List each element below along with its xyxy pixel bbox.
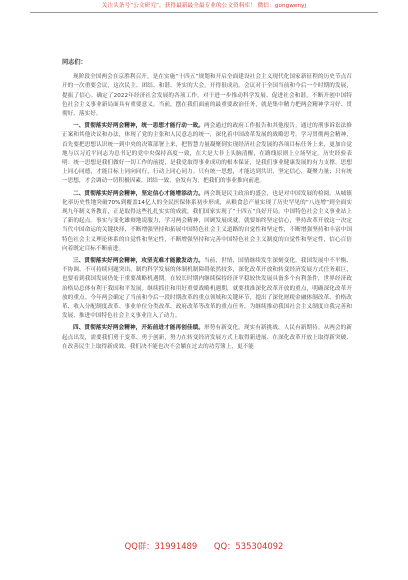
header-divider: [30, 12, 378, 13]
salutation: 同志们：: [62, 59, 87, 66]
qq-group-label: QQ群：31991489: [124, 541, 198, 551]
paragraph-text: 形势有新变化，现实有新挑战，人民有新期待。从两会的新起点出发，需要我们勇于变革、勇于创新，努力在转变经济发展方式上取得新进展、在深化改革开放上取得新突破、在改善民生上取得新成效。我们决不能也决不会躺在过去的功劳簿上，更不能: [62, 325, 352, 350]
section-heading: 四、贯彻落实好两会精神，开拓前进才能再创佳绩。: [73, 325, 204, 332]
document-body: [62, 58, 352, 355]
footer-contact: [0, 541, 408, 552]
top-banner: 关注头条号“公文研究”，获得最新最全最专业的公文资料库！ 微信：gongwenyj: [101, 3, 307, 9]
paragraph-section-1: [62, 122, 352, 186]
section-heading: 一、贯彻落实好两会精神，统一思想才能行动一致。: [73, 123, 204, 130]
paragraph-section-3: [62, 257, 352, 321]
paragraph-text: 现阶段全国两会在京胜利召开，是在实施“十四五”规划和开启全面建设社会主义现代化国家新征程的历史节点召开的一次重要会议，这次民主、团结、和谐、务实的大会，开得很成功。会议对于全国当前和今后一个时期的发展，提振了信心。确定了2022年经济社会发展的各项工作，对于进一步推动科学发展、促进社会和谐，不断开创中国特色社会主义事业新局面具有重要意义。当前，摆在我们面前的最重要政治任务，就是集中精力把两会精神学习好、贯彻好、落实好。: [62, 74, 352, 118]
paragraph-text: 两会通过的政府工作报告和其他报告，通过的刑事诉讼法修正案和其他决议和办法，体现了党的主张和人民意志的统一，深化着中国改革发展的战略思考。学习贯彻两会精神，首先要把思想认识统一到中央的决策部署上来，把智慧力量凝聚到实现经济社会发展的各项目标任务上来，更加自觉地与以习近平同志为总书记的党中央保持高度一致，在大是大非上头脑清醒，在路线原则上立场坚定。历史经验表明：统一思想是我们做好一切工作的前提，是我党取得事业成功的根本保证，是我们事业健康发展的有力支撑。思想上同心同德，才能目标上同向同行，行动上同心同力。只有统一思想，才能达到共识，坚定信心，凝聚力量；只有统一思想，才会调动一切积极因素，团结一致，奋发有为，把我们的事业推向前进。: [62, 123, 352, 185]
paragraph-text: 两会既是民主政治的盛会，也是对中国发展的检阅。从城镇化率历史性地突破70%到覆盖14亿人的全民医保体系初步形成，从粮食总产量实现了历史罕见的“八连增”到全面实现九年制义务教育，正是取得这些扎扎实实的成就，我们国家实现了“十四五”良好开局，中国特色社会主义事业站上了新的起点。事实与变化雄辩地说服力，学习两会精神，回顾发展成就，就要始终坚定信心，坚持改革开放这一决定当代中国命运的关键抉择，不断增强坚持和拓展中国特色社会主义道路的自觉性和坚定性，不断增强坚持和丰富中国特色社会主义理论体系的自觉性和坚定性，不断增强坚持和完善中国特色社会主义制度的自觉性和坚定性，信心百倍向着既定目标不断前进。: [62, 190, 352, 252]
paragraph-intro: [62, 73, 352, 119]
paragraph-section-2: [62, 190, 352, 254]
qq-number-label: QQ：535304092: [213, 541, 284, 551]
section-heading: 三、贯彻落实好两会精神，攻坚克难才能激发动力。: [73, 258, 204, 265]
paragraph-section-4: [62, 324, 352, 352]
section-heading: 二、贯彻落实好两会精神，坚定信心才能增添动力。: [73, 190, 204, 197]
paragraph-text: 当前，世情、国情继续发生深刻变化。我国发展中不平衡、不协调、不可持续问题突出，制约科学发展的体制机制障碍依然较多，深化改革开放和转变经济发展方式任务艰巨，也要看到我国发展仍处于重要战略机遇期。在较长时期内继续保持经济平稳较快发展具备多个有利条件，世界经济政治格局总体有利于我国和平发展。继续抓住和用好重要战略机遇期，就要找准深化改革开放的重点，明确深化改革开放的重点。今年两会确定了当前和今后一段时期改革的重点领域和关键环节，提出了深化财税金融体制改革、价格改革、收入分配制度改革、事业单位分类改革、政府改革等改革的重点任务，为继续推动我国社会主义制度自我完善和发展、推进中国特色社会主义事业注入了动力。: [62, 258, 352, 320]
